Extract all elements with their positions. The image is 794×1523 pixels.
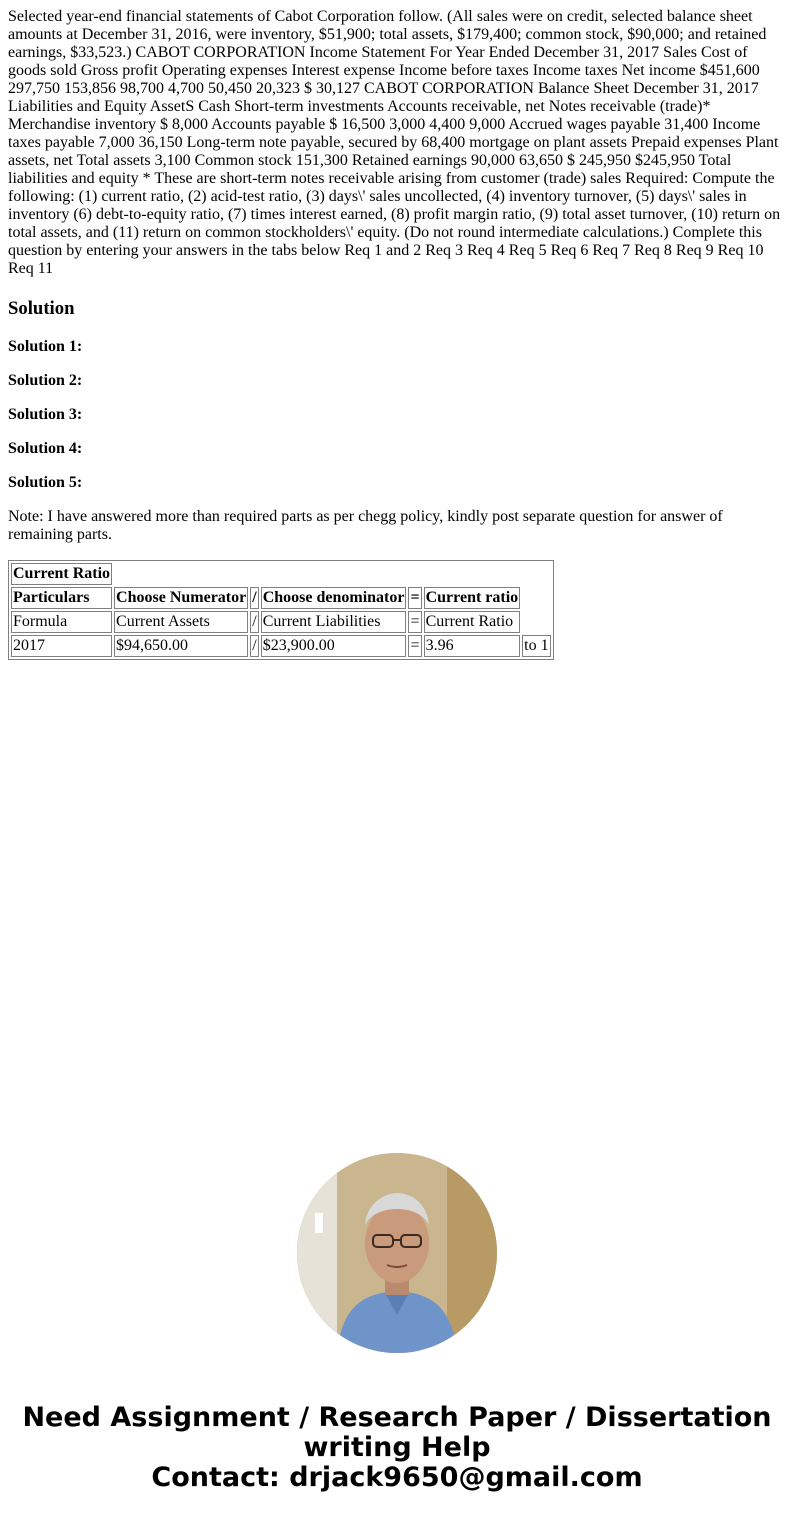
formula-denominator: Current Liabilities [261,611,407,633]
promo-line-2: writing Help [303,1432,491,1463]
header-current-ratio: Current ratio [424,587,521,609]
solution-5-label: Solution 5: [8,474,83,491]
page-content [0,0,794,660]
solution-2-label: Solution 2: [8,372,83,389]
current-liabilities-value: $23,900.00 [261,635,407,657]
promo-line-1: Need Assignment / Research Paper / Dissertation [22,1402,772,1433]
current-assets-value: $94,650.00 [114,635,248,657]
solution-3-label: Solution 3: [8,406,83,423]
header-divide: / [250,587,258,609]
equals-sign: = [408,635,421,657]
table-title: Current Ratio [11,563,112,585]
author-portrait-image [297,1153,497,1353]
author-avatar [297,1153,497,1353]
formula-divide: / [250,611,258,633]
table-title-row [11,563,551,585]
header-numerator: Choose Numerator [114,587,248,609]
current-ratio-table [8,560,554,660]
promo-contact-line: Contact: drjack9650@gmail.com [151,1462,643,1493]
problem-statement: Selected year-end financial statements of Cabot Corporation follow. (All sales were on credit, selected balance sheet amounts at December 31, 2016, were inventory, $51,900; total assets, $179,400; common stock, $90,000; and retained earnings, $33,523.) CABOT CORPORATION Income Statement For Year Ended December 31, 2017 Sales Cost of goods sold Gross profit Operating expenses Interest expense Income before taxes Income taxes Net income $451,600 297,750 153,856 98,700 4,700 50,450 20,323 $ 30,127 CABOT CORPORATION Balance Sheet December 31, 2017 Liabilities and Equity AssetS Cash Short-term investments Accounts receivable, net Notes receivable (trade)* Merchandise inventory $ 8,000 Accounts payable $ 16,500 3,000 4,400 9,000 Accrued wages payable 31,400 Income taxes payable 7,000 36,150 Long-term note payable, secured by 68,400 mortgage on plant assets Prepaid expenses Plant assets, net Total assets 3,100 Common stock 151,300 Retained earnings 90,000 63,650 $ 245,950 $245,950 Total liabilities and equity * These are short-term notes receivable arising from customer (trade) sales Required: Compute the following: (1) current ratio, (2) acid-test ratio, (3) days\' sales uncollected, (4) inventory turnover, (5) days\' sales in inventory (6) debt-to-equity ratio, (7) times interest earned, (8) profit margin ratio, (9) total asset turnover, (10) return on total assets, and (11) return on common stockholders\' equity. (Do not round intermediate calculations.) Complete this question by entering your answers in the tabs below Req 1 and 2 Req 3 Req 4 Req 5 Req 6 Req 7 Req 8 Req 9 Req 10 Req 11 [8,8,781,277]
header-particulars: Particulars [11,587,112,609]
divide-sign: / [250,635,258,657]
solution-1-label: Solution 1: [8,338,83,355]
formula-equals: = [408,611,421,633]
promo-block [0,1153,794,1493]
table-header-row [11,587,551,609]
solution-4-label: Solution 4: [8,440,83,457]
promo-text [0,1403,794,1493]
table-row-formula [11,611,551,633]
header-equals: = [408,587,421,609]
table-row-2017 [11,635,551,657]
header-denominator: Choose denominator [261,587,407,609]
policy-note: Note: I have answered more than required parts as per chegg policy, kindly post separate question for answer of remaining parts. [8,508,723,543]
formula-label: Formula [11,611,112,633]
solution-heading: Solution [8,298,75,319]
ratio-suffix: to 1 [522,635,550,657]
formula-numerator: Current Assets [114,611,248,633]
year-cell: 2017 [11,635,112,657]
formula-result: Current Ratio [424,611,521,633]
current-ratio-value: 3.96 [424,635,521,657]
